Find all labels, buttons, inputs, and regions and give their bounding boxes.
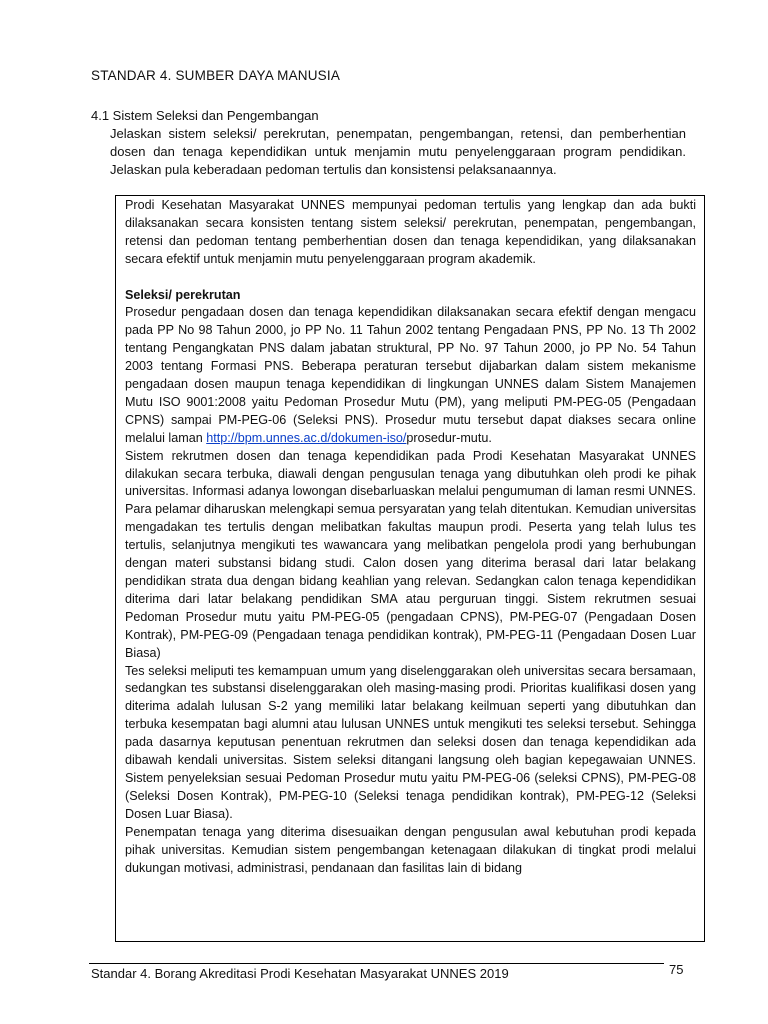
iso-document-link[interactable]: http://bpm.unnes.ac.d/dokumen-iso/ xyxy=(206,430,407,445)
paragraph-gap xyxy=(125,269,696,287)
procedure-text: Prosedur pengadaan dosen dan tenaga kependidikan dilaksanakan secara efektif dengan mengacu pada PP No 98 Tahun 2000, jo PP No. 11 Tahun 2002 tentang Pengadaan PNS, PP No. 13 Th 2002 tentang Pengangkatan PNS dalam jabatan struktural, PP No. 97 Tahun 2000, jo PP No. 54 Tahun 2003 tentang Formasi PNS. Beberapa peraturan tersebut dijabarkan dalam sistem mekanisme pengadaan dosen maupun tenaga kependidikan di lingkungan UNNES dalam Sistem Manajemen Mutu ISO 9001:2008 yaitu Pedoman Prosedur Mutu (PM), yang meliputi PM-PEG-05 (Pengadaan CPNS) sampai PM-PEG-06 (Seleksi PNS). Prosedur mutu tersebut dapat diakses secara online melalui laman xyxy=(125,305,696,445)
intro-paragraph: Prodi Kesehatan Masyarakat UNNES mempunyai pedoman tertulis yang lengkap dan ada bukti dilaksanakan secara konsisten tentang sistem seleksi/ perekrutan, penempatan, pengembangan, retensi dan pedoman tentang pemberhentian dosen dan tenaga kependidikan, yang dilaksanakan secara efektif untuk menjamin mutu penyelenggaraan program akademik. xyxy=(125,198,696,266)
section-description: Jelaskan sistem seleksi/ perekrutan, penempatan, pengembangan, retensi, dan pemberhentian dosen dan tenaga kependidikan untuk menjamin mutu penyelenggaraan program pendidikan. Jelaskan pula keberadaan pedoman tertulis dan konsistensi pelaksanaannya. xyxy=(110,126,686,177)
footer-caption: Standar 4. Borang Akreditasi Prodi Kesehatan Masyarakat UNNES 2019 xyxy=(91,966,509,981)
placement-paragraph: Penempatan tenaga yang diterima disesuaikan dengan pengusulan awal kebutuhan prodi kepada pihak universitas. Kemudian sistem pengembangan ketenagaan dilakukan di tingkat prodi melalui dukungan motivasi, administrasi, pendanaan dan fasilitas lain di bidang xyxy=(125,824,696,875)
recruitment-paragraph: Sistem rekrutmen dosen dan tenaga kependidikan pada Prodi Kesehatan Masyarakat UNNES dilakukan secara terbuka, diawali dengan pengusulan tenaga yang dibutuhkan oleh prodi ke pihak universitas. Informasi adanya lowongan disebarluaskan melalui pengumuman di laman resmi UNNES. Para pelamar diharuskan melengkapi semua persyaratan yang telah ditentukan. Kemudian universitas mengadakan tes tertulis dengan melibatkan fakultas maupun prodi. Peserta yang telah lulus tes tertulis, selanjutnya mengikuti tes wawancara yang melibatkan pengelola prodi yang berhubungan dengan materi substansi bidang studi. Calon dosen yang diterima berasal dari latar belakang pendidikan strata dua dengan bidang keahlian yang relevan. Sedangkan calon tenaga kependidikan diterima dari latar belakang pendidikan SMA atau perguruan tinggi. Sistem rekrutmen sesuai Pedoman Prosedur mutu yaitu PM-PEG-05 (pengadaan CPNS), PM-PEG-07 (Pengadaan Dosen Kontrak), PM-PEG-09 (Pengadaan tenaga pendidikan kontrak), PM-PEG-11 (Pengadaan Dosen Luar Biasa) xyxy=(125,448,696,660)
answer-box xyxy=(115,195,705,942)
page-title: STANDAR 4. SUMBER DAYA MANUSIA xyxy=(91,68,341,83)
subheading-seleksi: Seleksi/ perekrutan xyxy=(125,287,241,302)
selection-test-paragraph: Tes seleksi meliputi tes kemampuan umum yang diselenggarakan oleh universitas secara bersamaan, sedangkan tes substansi diselenggarakan oleh masing-masing prodi. Prioritas kualifikasi dosen yang diterima adalah lulusan S-2 yang memiliki latar belakang keilmuan seperti yang dibutuhkan dan terbuka kesempatan bagi alumni atau lulusan UNNES untuk mengikuti tes seleksi tersebut. Sehingga pada dasarnya keputusan penentuan rekrutmen dan seleksi dosen dan tenaga kependidikan ada dibawah kendali universitas. Sistem seleksi ditangani langsung oleh bagian kepegawaian UNNES. Sistem penyeleksian sesuai Pedoman Prosedur mutu yaitu PM-PEG-06 (seleksi CPNS), PM-PEG-08 (Seleksi Dosen Kontrak), PM-PEG-10 (Seleksi tenaga pendidikan kontrak), PM-PEG-12 (Seleksi Dosen Luar Biasa). xyxy=(125,663,696,821)
procedure-paragraph xyxy=(125,304,696,447)
procedure-tail: prosedur-mutu. xyxy=(406,430,492,445)
footer-divider xyxy=(89,963,664,964)
page-number: 75 xyxy=(669,962,684,977)
section-heading: 4.1 Sistem Seleksi dan Pengembangan xyxy=(91,108,319,123)
